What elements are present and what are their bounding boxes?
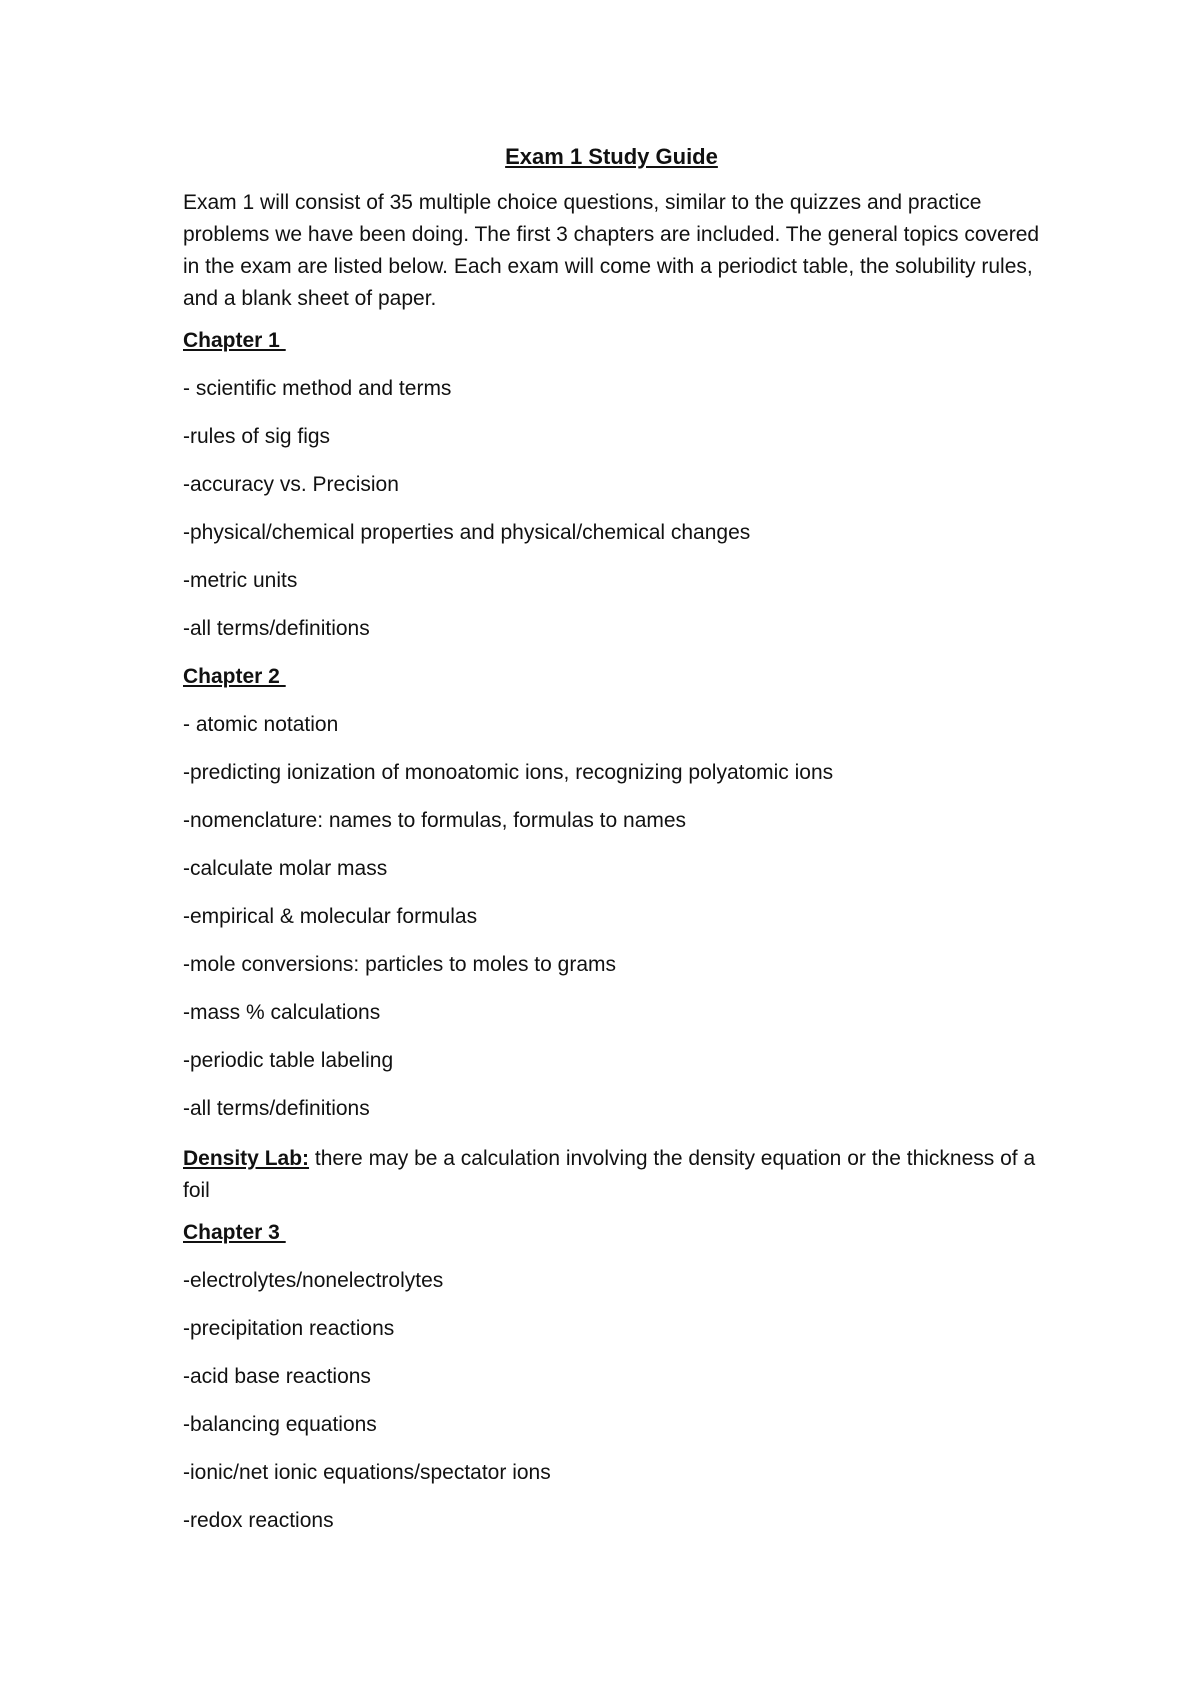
chapter-2-item: -mole conversions: particles to moles to grams <box>183 953 616 976</box>
chapter-3-item: -precipitation reactions <box>183 1317 395 1340</box>
chapter-1-item: -metric units <box>183 569 298 592</box>
chapter-3-item: -electrolytes/nonelectrolytes <box>183 1269 444 1292</box>
chapter-1-item: - scientific method and terms <box>183 377 452 400</box>
density-lab-text: there may be a calculation involving the density equation or the thickness of a foil <box>183 1147 1036 1202</box>
intro-paragraph: Exam 1 will consist of 35 multiple choice questions, similar to the quizzes and practice problems we have been doing. The first 3 chapters are included. The general topics covered in the exam are listed below. Each exam will come with a periodict table, the solubility rules, and a blank sheet of paper. <box>183 191 1040 310</box>
chapter-1-item: -physical/chemical properties and physical/chemical changes <box>183 521 751 544</box>
chapter-3-item: -acid base reactions <box>183 1365 371 1388</box>
chapter-3-heading: Chapter 3 <box>183 1221 286 1244</box>
chapter-1-heading: Chapter 1 <box>183 329 286 352</box>
chapter-2-item: -empirical & molecular formulas <box>183 905 478 928</box>
chapter-2-heading: Chapter 2 <box>183 665 286 688</box>
density-lab-paragraph <box>183 1143 1043 1207</box>
density-lab-label: Density Lab: <box>183 1147 310 1170</box>
chapter-1-item: -accuracy vs. Precision <box>183 473 399 496</box>
chapter-3-item: -ionic/net ionic equations/spectator ions <box>183 1461 551 1484</box>
chapter-2-item: -nomenclature: names to formulas, formulas to names <box>183 809 687 832</box>
document-title: Exam 1 Study Guide <box>505 144 718 169</box>
chapter-2-item: -mass % calculations <box>183 1001 381 1024</box>
chapter-2-item: -calculate molar mass <box>183 857 388 880</box>
chapter-3-item: -redox reactions <box>183 1509 334 1532</box>
chapter-1-item: -all terms/definitions <box>183 617 370 640</box>
document-body <box>183 143 1043 1555</box>
chapter-2-item: -predicting ionization of monoatomic ions, recognizing polyatomic ions <box>183 761 834 784</box>
chapter-3-item: -balancing equations <box>183 1413 377 1436</box>
chapter-2-item: -periodic table labeling <box>183 1049 394 1072</box>
chapter-1-item: -rules of sig figs <box>183 425 331 448</box>
chapter-2-item: - atomic notation <box>183 713 339 736</box>
chapter-2-item: -all terms/definitions <box>183 1097 370 1120</box>
